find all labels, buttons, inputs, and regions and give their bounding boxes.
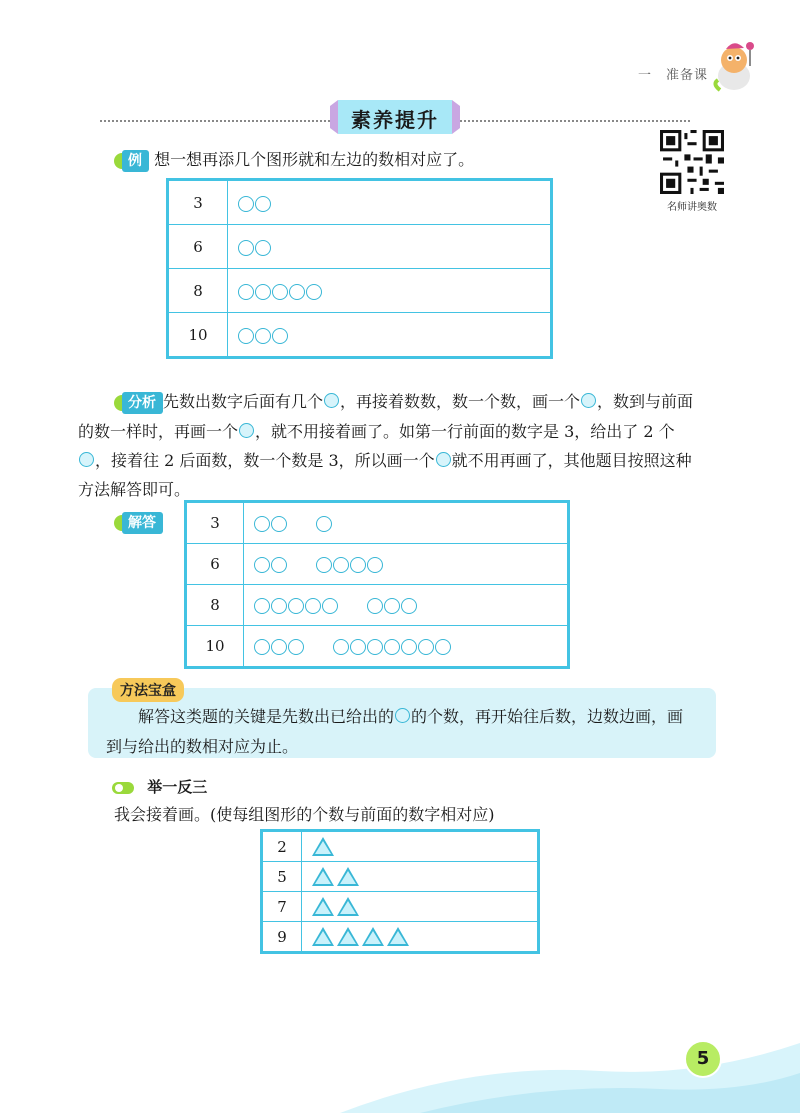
table-row [169, 225, 551, 269]
circle-icon [239, 423, 254, 438]
row-number: 2 [263, 832, 302, 862]
circle-icon [238, 284, 254, 300]
row-shapes [302, 892, 538, 922]
row-number: 6 [187, 544, 244, 585]
triangle-icon [337, 927, 359, 946]
practice-table [262, 831, 538, 952]
circle-icon [384, 639, 400, 655]
table-row [169, 313, 551, 357]
method-line-1 [106, 706, 706, 728]
row-number: 9 [263, 922, 302, 952]
triangle-icon [362, 927, 384, 946]
row-number: 3 [187, 503, 244, 544]
circle-icon [305, 598, 321, 614]
circle-icon [254, 516, 270, 532]
practice-instruction: 我会接着画。(使每组图形的个数与前面的数字相对应) [114, 805, 495, 824]
circle-icon [401, 639, 417, 655]
circle-icon [435, 639, 451, 655]
analysis-block [78, 391, 734, 501]
triangle-icon [312, 897, 334, 916]
analysis-line-1 [114, 391, 734, 414]
analysis-text: 就不用再画了，其他题目按照这种 [451, 451, 692, 470]
circle-icon [581, 393, 596, 408]
circle-icon [255, 328, 271, 344]
circle-icon [255, 240, 271, 256]
table-row [263, 862, 538, 892]
analysis-line-4: 方法解答即可。 [78, 480, 191, 499]
toggle-bullet-icon [112, 782, 134, 794]
analysis-text: ，再接着数数，数一个数，画一个 [340, 392, 581, 411]
mascot-illustration [712, 36, 762, 92]
practice-heading [112, 776, 207, 797]
analysis-text: 先数出数字后面有几个 [163, 392, 324, 411]
footer-wave [0, 1023, 800, 1113]
triangle-icon [337, 867, 359, 886]
circle-icon [271, 639, 287, 655]
circle-icon [324, 393, 339, 408]
qr-code[interactable] [660, 130, 724, 194]
row-shapes [302, 862, 538, 892]
row-shapes [302, 922, 538, 952]
circle-icon [271, 598, 287, 614]
circle-icon [322, 598, 338, 614]
method-text-part: 的个数，再开始往后数，边数边画，画 [411, 707, 684, 726]
row-number: 3 [169, 181, 228, 225]
method-line-2: 到与给出的数相对应为止。 [106, 737, 299, 756]
analysis-text: 的数一样时，再画一个 [78, 422, 239, 441]
row-number: 6 [169, 225, 228, 269]
analysis-line-3 [78, 450, 734, 472]
practice-heading-text: 举一反三 [147, 778, 208, 796]
example-question [114, 149, 474, 172]
circle-icon [271, 516, 287, 532]
table-row [187, 503, 568, 544]
circle-icon [238, 328, 254, 344]
row-number: 8 [169, 269, 228, 313]
circle-icon [333, 639, 349, 655]
circle-icon [238, 240, 254, 256]
circle-icon [418, 639, 434, 655]
circle-icon [288, 639, 304, 655]
circle-icon [289, 284, 305, 300]
circle-icon [306, 284, 322, 300]
tag-marker-icon [114, 153, 122, 169]
tag-marker-icon [114, 515, 122, 531]
circle-icon [316, 516, 332, 532]
row-number: 10 [169, 313, 228, 357]
chapter-label: 一 准备课 [638, 68, 709, 83]
triangle-icon [337, 897, 359, 916]
table-row [169, 181, 551, 225]
row-number: 8 [187, 585, 244, 626]
table-row [187, 544, 568, 585]
circle-icon [254, 557, 270, 573]
circle-icon [254, 639, 270, 655]
analysis-text: ，接着往 2 后面数，数一个数是 3，所以画一个 [95, 451, 435, 470]
table-row [263, 892, 538, 922]
circle-icon [367, 598, 383, 614]
circle-icon [401, 598, 417, 614]
row-shapes [244, 503, 568, 544]
analysis-tag: 分析 [122, 392, 163, 414]
circle-icon [333, 557, 349, 573]
table-row [187, 585, 568, 626]
circle-icon [367, 557, 383, 573]
circle-icon [254, 598, 270, 614]
row-number: 5 [263, 862, 302, 892]
example-question-text: 想一想再添几个图形就和左边的数相对应了。 [154, 150, 475, 169]
circle-icon [367, 639, 383, 655]
table-row [263, 832, 538, 862]
example-table [168, 180, 551, 357]
qr-caption: 名师讲奥数 [667, 202, 717, 213]
table-row [263, 922, 538, 952]
example-tag: 例 [122, 150, 149, 172]
row-shapes [228, 181, 551, 225]
analysis-text: ，数到与前面 [597, 392, 694, 411]
table-row [187, 626, 568, 667]
circle-icon [288, 598, 304, 614]
method-text [106, 706, 706, 758]
triangle-icon [387, 927, 409, 946]
tag-marker-icon [114, 395, 122, 411]
page-number: 5 [684, 1040, 722, 1078]
circle-icon [395, 708, 410, 723]
circle-icon [255, 196, 271, 212]
table-row [169, 269, 551, 313]
method-text-part: 解答这类题的关键是先数出已给出的 [138, 707, 395, 726]
circle-icon [255, 284, 271, 300]
row-shapes [228, 313, 551, 357]
row-shapes [228, 225, 551, 269]
triangle-icon [312, 867, 334, 886]
circle-icon [350, 639, 366, 655]
section-title: 素养提升 [351, 108, 439, 132]
answer-label [114, 512, 163, 534]
circle-icon [316, 557, 332, 573]
row-shapes [244, 544, 568, 585]
method-tag: 方法宝盒 [112, 678, 184, 702]
answer-tag: 解答 [122, 512, 163, 534]
row-shapes [302, 832, 538, 862]
circle-icon [272, 328, 288, 344]
analysis-text: ，就不用接着画了。如第一行前面的数字是 3，给出了 2 个 [255, 422, 675, 441]
row-number: 7 [263, 892, 302, 922]
triangle-icon [312, 837, 334, 856]
circle-icon [271, 557, 287, 573]
row-shapes [228, 269, 551, 313]
row-shapes [244, 626, 568, 667]
analysis-line-2 [78, 421, 734, 443]
circle-icon [238, 196, 254, 212]
circle-icon [384, 598, 400, 614]
circle-icon [350, 557, 366, 573]
row-shapes [244, 585, 568, 626]
circle-icon [272, 284, 288, 300]
answer-table [186, 502, 568, 667]
circle-icon [79, 452, 94, 467]
row-number: 10 [187, 626, 244, 667]
triangle-icon [312, 927, 334, 946]
circle-icon [436, 452, 451, 467]
